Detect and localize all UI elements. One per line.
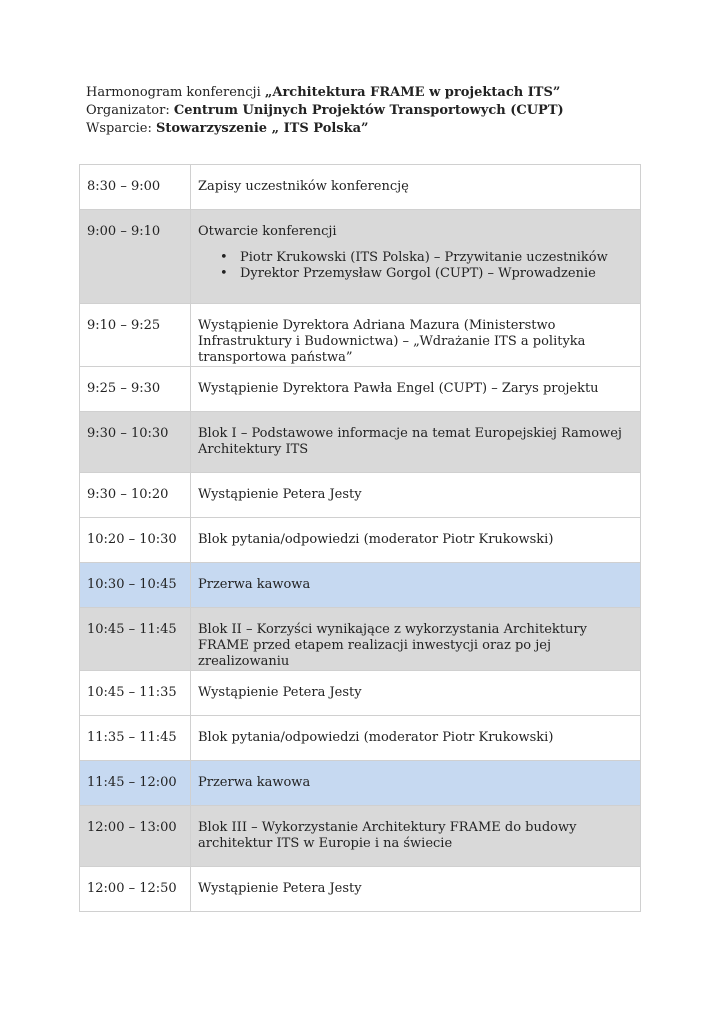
organizer-label: Organizator: <box>86 103 174 118</box>
list-item <box>220 266 633 282</box>
row-time: 10:30 – 10:45 <box>80 563 191 608</box>
support-name: Stowarzyszenie „ ITS Polska” <box>155 121 369 136</box>
speaker-list <box>198 250 633 282</box>
schedule-row <box>80 806 641 867</box>
row-description: Blok pytania/odpowiedzi (moderator Piotr Krukowski) <box>191 518 641 563</box>
row-time: 10:45 – 11:35 <box>80 671 191 716</box>
list-item <box>220 250 633 266</box>
support-label: Wsparcie: <box>86 121 156 136</box>
support-line <box>86 120 564 138</box>
row-time: 12:00 – 12:50 <box>80 867 191 912</box>
row-description: Wystąpienie Petera Jesty <box>191 671 641 716</box>
organizer-name: Centrum Unijnych Projektów Transportowych (CUPT) <box>173 103 564 118</box>
schedule-row <box>80 367 641 412</box>
row-description: Wystąpienie Dyrektora Adriana Mazura (Ministerstwo Infrastruktury i Budownictwa) – „Wdrażanie ITS a polityka transportowa państwa” <box>191 304 641 367</box>
schedule-row <box>80 563 641 608</box>
row-time: 9:25 – 9:30 <box>80 367 191 412</box>
title-prefix: Harmonogram konferencji <box>86 85 265 100</box>
schedule-row <box>80 518 641 563</box>
row-description: Blok III – Wykorzystanie Architektury FRAME do budowy architektur ITS w Europie i na świecie <box>191 806 641 867</box>
row-time: 11:45 – 12:00 <box>80 761 191 806</box>
organizer-line <box>86 102 564 120</box>
row-description: Blok II – Korzyści wynikające z wykorzystania Architektury FRAME przed etapem realizacji inwestycji oraz po jej zrealizowaniu <box>191 608 641 671</box>
row-time: 9:30 – 10:30 <box>80 412 191 473</box>
row-description-text: Otwarcie konferencji <box>198 224 337 239</box>
row-time: 9:10 – 9:25 <box>80 304 191 367</box>
schedule-row <box>80 608 641 671</box>
list-item-text: Dyrektor Przemysław Gorgol (CUPT) – Wprowadzenie <box>240 266 596 281</box>
conference-title-line <box>86 84 564 102</box>
row-description: Wystąpienie Petera Jesty <box>191 867 641 912</box>
schedule-table <box>79 164 641 912</box>
bullet-icon: • <box>220 250 228 265</box>
row-description: Przerwa kawowa <box>191 563 641 608</box>
schedule-row <box>80 867 641 912</box>
schedule-row <box>80 473 641 518</box>
row-time: 11:35 – 11:45 <box>80 716 191 761</box>
row-description <box>191 210 641 304</box>
schedule-row <box>80 304 641 367</box>
schedule-row <box>80 412 641 473</box>
schedule-row <box>80 165 641 210</box>
row-time: 9:30 – 10:20 <box>80 473 191 518</box>
row-description: Blok I – Podstawowe informacje na temat Europejskiej Ramowej Architektury ITS <box>191 412 641 473</box>
row-time: 9:00 – 9:10 <box>80 210 191 304</box>
row-time: 10:45 – 11:45 <box>80 608 191 671</box>
row-description: Przerwa kawowa <box>191 761 641 806</box>
row-time: 10:20 – 10:30 <box>80 518 191 563</box>
schedule-row <box>80 671 641 716</box>
schedule-row <box>80 210 641 304</box>
row-time: 12:00 – 13:00 <box>80 806 191 867</box>
row-description: Zapisy uczestników konferencję <box>191 165 641 210</box>
conference-title: „Architektura FRAME w projektach ITS” <box>264 85 561 100</box>
schedule-row <box>80 716 641 761</box>
schedule-row <box>80 761 641 806</box>
bullet-icon: • <box>220 266 228 281</box>
row-time: 8:30 – 9:00 <box>80 165 191 210</box>
document-header <box>86 84 564 138</box>
row-description: Blok pytania/odpowiedzi (moderator Piotr Krukowski) <box>191 716 641 761</box>
row-description: Wystąpienie Dyrektora Pawła Engel (CUPT) – Zarys projektu <box>191 367 641 412</box>
list-item-text: Piotr Krukowski (ITS Polska) – Przywitanie uczestników <box>240 250 608 265</box>
row-description: Wystąpienie Petera Jesty <box>191 473 641 518</box>
